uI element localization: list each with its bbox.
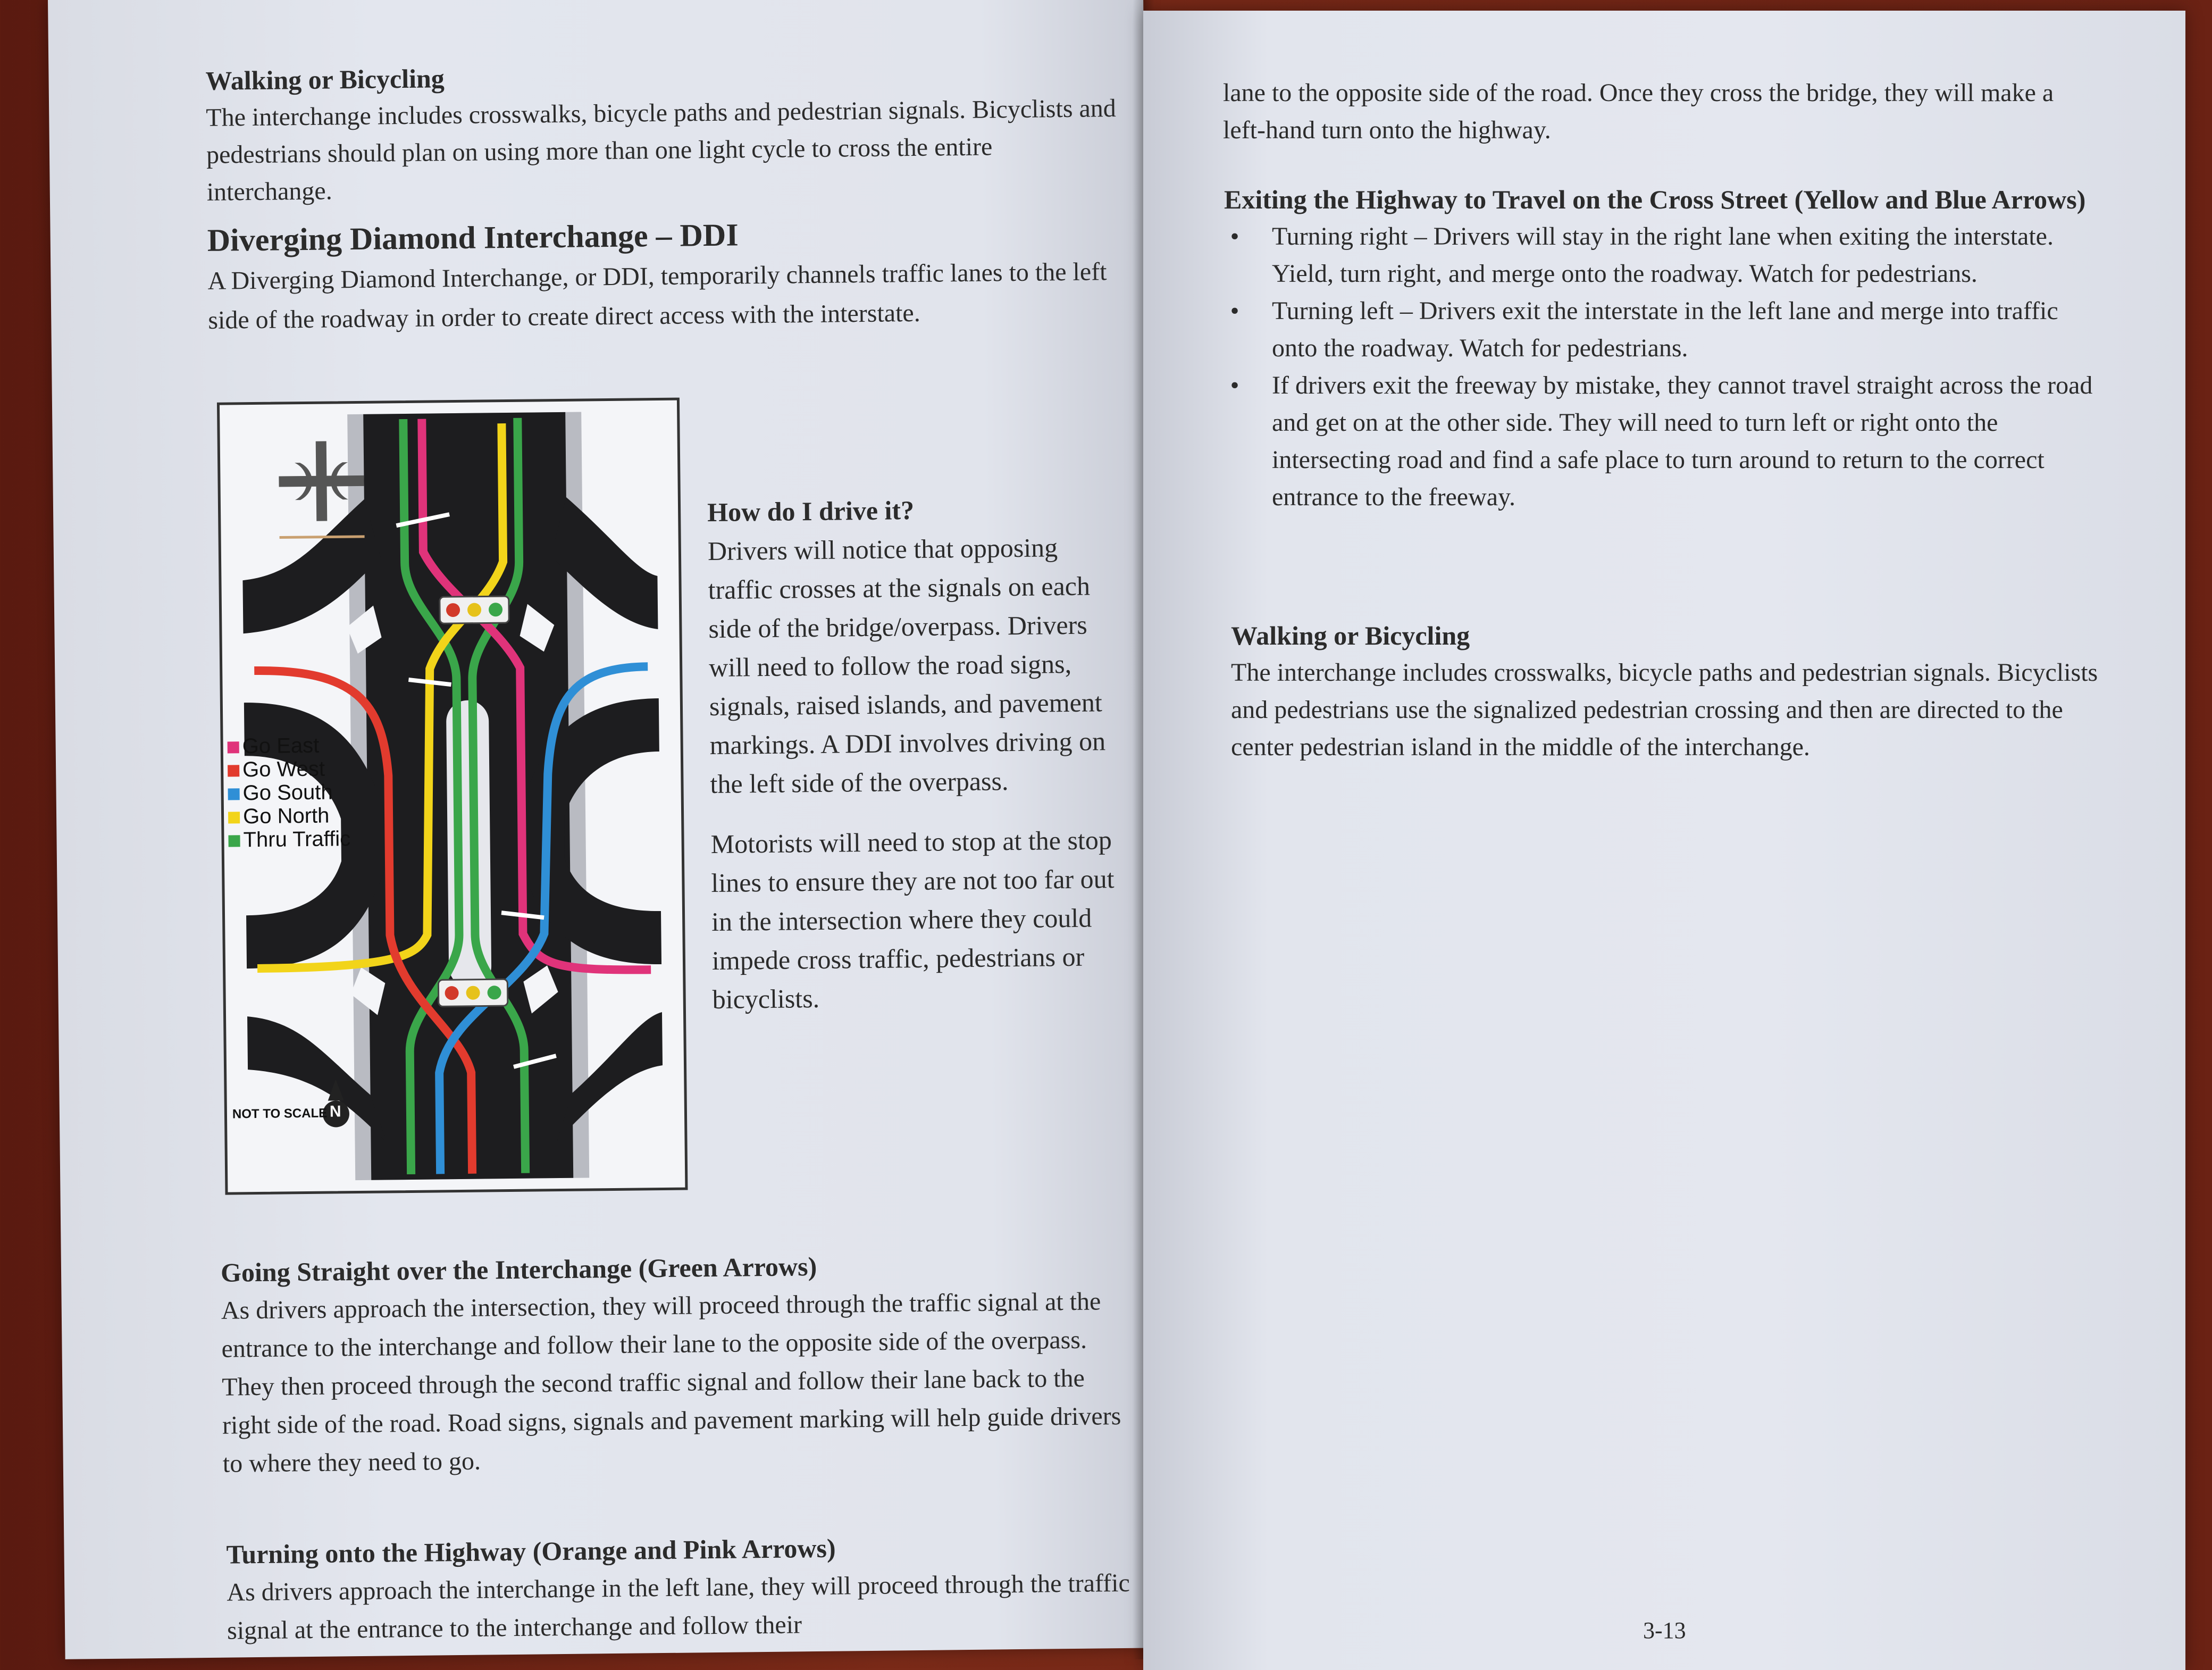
walking-body-left: The interchange includes crosswalks, bicycle paths and pedestrian signals. Bicyclists and pedestrians should plan on using more than one light cycle to cross the entire interchange.	[206, 94, 1117, 206]
exiting-bullet-list	[1224, 218, 2096, 516]
exiting-section	[1224, 181, 2096, 516]
ddi-diagram	[217, 398, 688, 1195]
bullet-turning-left: • Turning left – Drivers exit the interstate in the left lane and merge into traffic onto the roadway. Watch for pedestrians.	[1224, 293, 2096, 367]
straight-section	[221, 1244, 1137, 1483]
not-to-scale-label: NOT TO SCALE	[232, 1106, 328, 1122]
continued-section	[1223, 74, 2095, 149]
bullet-mark: •	[1230, 222, 1239, 250]
legend-item-thru-traffic: Thru Traffic	[228, 827, 350, 851]
walking-heading-left: Walking or Bicycling	[205, 63, 445, 96]
bullet-turning-right: • Turning right – Drivers will stay in the right lane when exiting the interstate. Yield, turn right, and merge onto the roadway. Watch for pedestrians.	[1224, 218, 2096, 293]
bullet-mark: •	[1230, 371, 1239, 399]
how-body: Drivers will notice that opposing traffic crosses at the signals on each side of the bridge/overpass. Drivers will need to follow the road signs, signals, raised islands, and pavement markings. A DDI involves driving on the left side of the overpass.	[707, 532, 1106, 799]
walking-section-right	[1231, 617, 2103, 766]
how-section	[707, 489, 1133, 1019]
straight-heading: Going Straight over the Interchange (Green Arrows)	[220, 1251, 817, 1288]
straight-body: As drivers approach the intersection, they will proceed through the traffic signal at the entrance to the interchange and follow their lane to the opposite side of the overpass. They then proceed through the second traffic signal and follow their lane back to the right side of the road. Road signs, signals and pavement marking will help guide drivers to where they need to go.	[221, 1287, 1121, 1478]
bullet-exit-mistake: • If drivers exit the freeway by mistake, they cannot travel straight across the road and get on at the other side. They will need to turn left or right onto the intersecting road and find a safe place to turn around to return to the correct entrance to the freeway.	[1224, 367, 2096, 516]
ddi-legend	[227, 733, 350, 851]
turning-body: As drivers approach the interchange in the left lane, they will proceed through the traffic signal at the entrance to the interchange and follow their	[227, 1568, 1130, 1645]
walking-body-right: The interchange includes crosswalks, bicycle paths and pedestrian signals. Bicyclists and pedestrians use the signalized pedestrian crossing and then are directed to the center pedestrian island in the middle of the interchange.	[1231, 658, 2098, 761]
continued-body: lane to the opposite side of the road. Once they cross the bridge, they will make a left-hand turn onto the highway.	[1223, 79, 2054, 144]
turning-heading: Turning onto the Highway (Orange and Pink Arrows)	[226, 1533, 836, 1569]
bullet-mark: •	[1230, 297, 1239, 325]
traffic-signal-top	[440, 596, 509, 623]
ddi-heading: Diverging Diamond Interchange – DDI	[207, 217, 739, 258]
right-page	[1143, 11, 2185, 1670]
legend-item-go-east: Go East	[227, 733, 349, 758]
traffic-signal-bottom	[438, 979, 508, 1006]
exiting-heading: Exiting the Highway to Travel on the Cross Street (Yellow and Blue Arrows)	[1224, 185, 2086, 214]
ddi-body: A Diverging Diamond Interchange, or DDI, temporarily channels traffic lanes to the left side of the roadway in order to create direct access with the interstate.	[207, 257, 1107, 335]
motorists-body: Motorists will need to stop at the stop lines to ensure they are not too far out in the intersection where they could impede cross traffic, pedestrians or bicyclists.	[710, 825, 1115, 1015]
walking-section-left	[205, 53, 1121, 211]
turning-section	[226, 1526, 1142, 1650]
legend-item-go-west: Go West	[228, 757, 350, 781]
north-letter: N	[329, 1103, 341, 1121]
page-number: 3-13	[1643, 1617, 1686, 1643]
ddi-section	[207, 210, 1122, 340]
walking-heading-right: Walking or Bicycling	[1231, 621, 1470, 650]
legend-item-go-south: Go South	[228, 780, 350, 805]
legend-item-go-north: Go North	[228, 804, 350, 828]
left-page	[48, 0, 1161, 1659]
how-heading: How do I drive it?	[707, 495, 915, 528]
